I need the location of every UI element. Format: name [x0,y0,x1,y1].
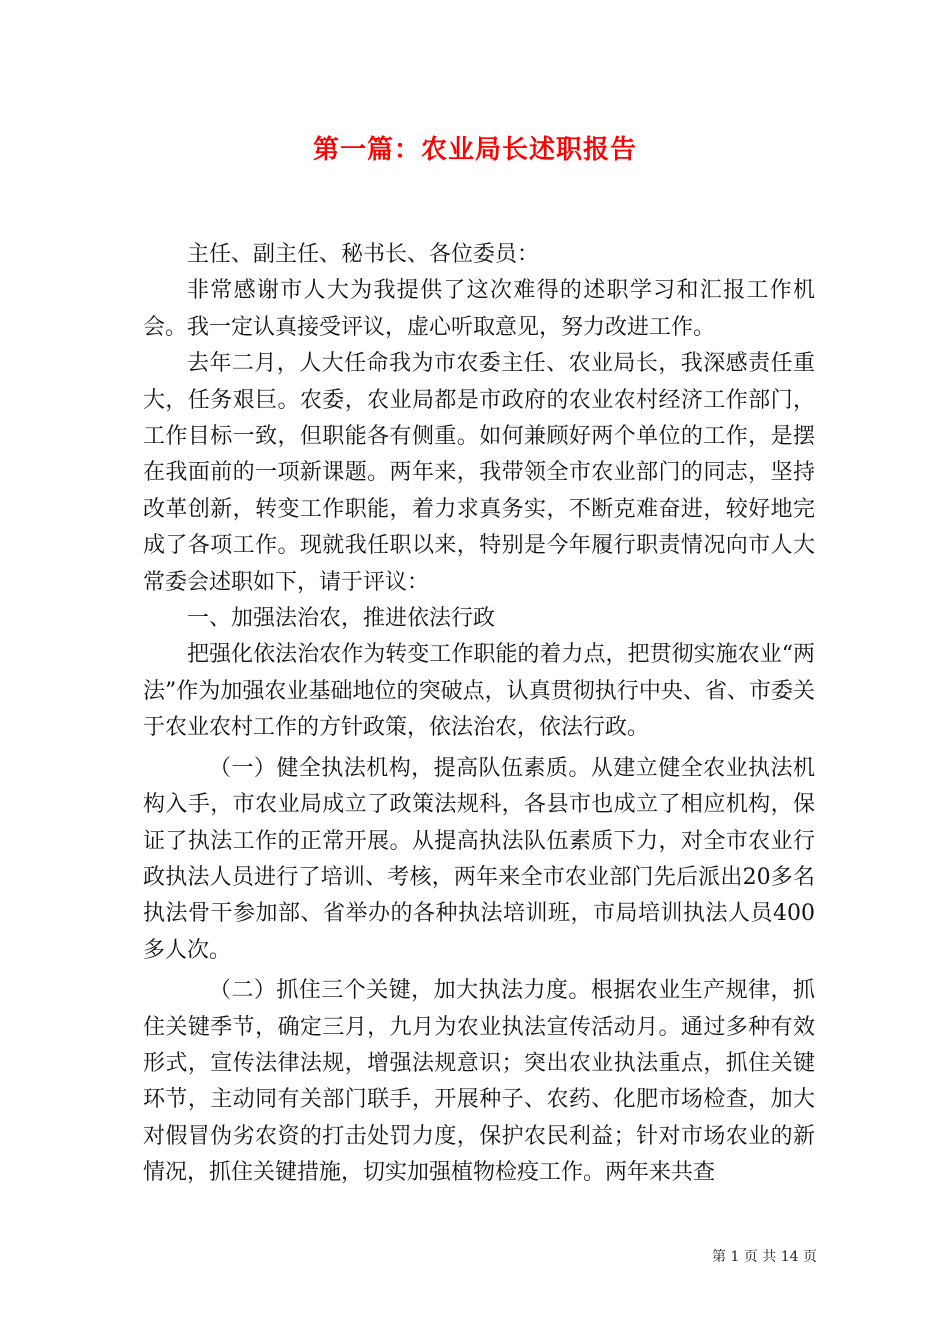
page-number-footer: 第 1 页 共 14 页 [712,1249,817,1265]
section-heading-1: 一、加强法治农，推进依法行政 [187,606,496,632]
document-body [143,237,815,1192]
salutation-paragraph: 主任、副主任、秘书长、各位委员： [187,242,540,267]
subsection-1-paragraph: （一）健全执法机构，提高队伍素质。从建立健全农业执法机构入手，市农业局成立了政策法规科，各县市也成立了相应机构，保证了执法工作的正常开展。从提高执法队伍素质下力，对全市农业行政执法人员进行了培训、考核，两年来全市农业部门先后派出20多名执法骨干参加部、省举办的各种执法培训班，市局培训执法人员400多人次。 [143,755,815,963]
subsection-2-paragraph: （二）抓住三个关键，加大执法力度。根据农业生产规律，抓住关键季节，确定三月，九月为农业执法宣传活动月。通过多种有效形式，宣传法律法规，增强法规意识；突出农业执法重点，抓住关键环节，主动同有关部门联手，开展种子、农药、化肥市场检查，加大对假冒伪劣农资的打击处罚力度，保护农民利益；针对市场农业的新情况，抓住关键措施，切实加强植物检疫工作。两年来共查 [143,978,815,1186]
section-1-intro-paragraph: 把强化依法治农作为转变工作职能的着力点，把贯彻实施农业“两法”作为加强农业基础地位的突破点，认真贯彻执行中央、省、市委关于农业农村工作的方针政策，依法治农，依法行政。 [143,642,815,741]
background-paragraph: 去年二月，人大任命我为市农委主任、农业局长，我深感责任重大，任务艰巨。农委，农业局都是市政府的农业农村经济工作部门，工作目标一致，但职能各有侧重。如何兼顾好两个单位的工作，是摆在我面前的一项新课题。两年来，我带领全市农业部门的同志，坚持改革创新，转变工作职能，着力求真务实，不断克难奋进，较好地完成了各项工作。现就我任职以来，特别是今年履行职责情况向市人大常委会述职如下，请于评议： [143,351,815,595]
document-title: 第一篇：农业局长述职报告 [312,135,637,165]
intro-paragraph: 非常感谢市人大为我提供了这次难得的述职学习和汇报工作机会。我一定认真接受评议，虚心听取意见，努力改进工作。 [143,278,815,340]
